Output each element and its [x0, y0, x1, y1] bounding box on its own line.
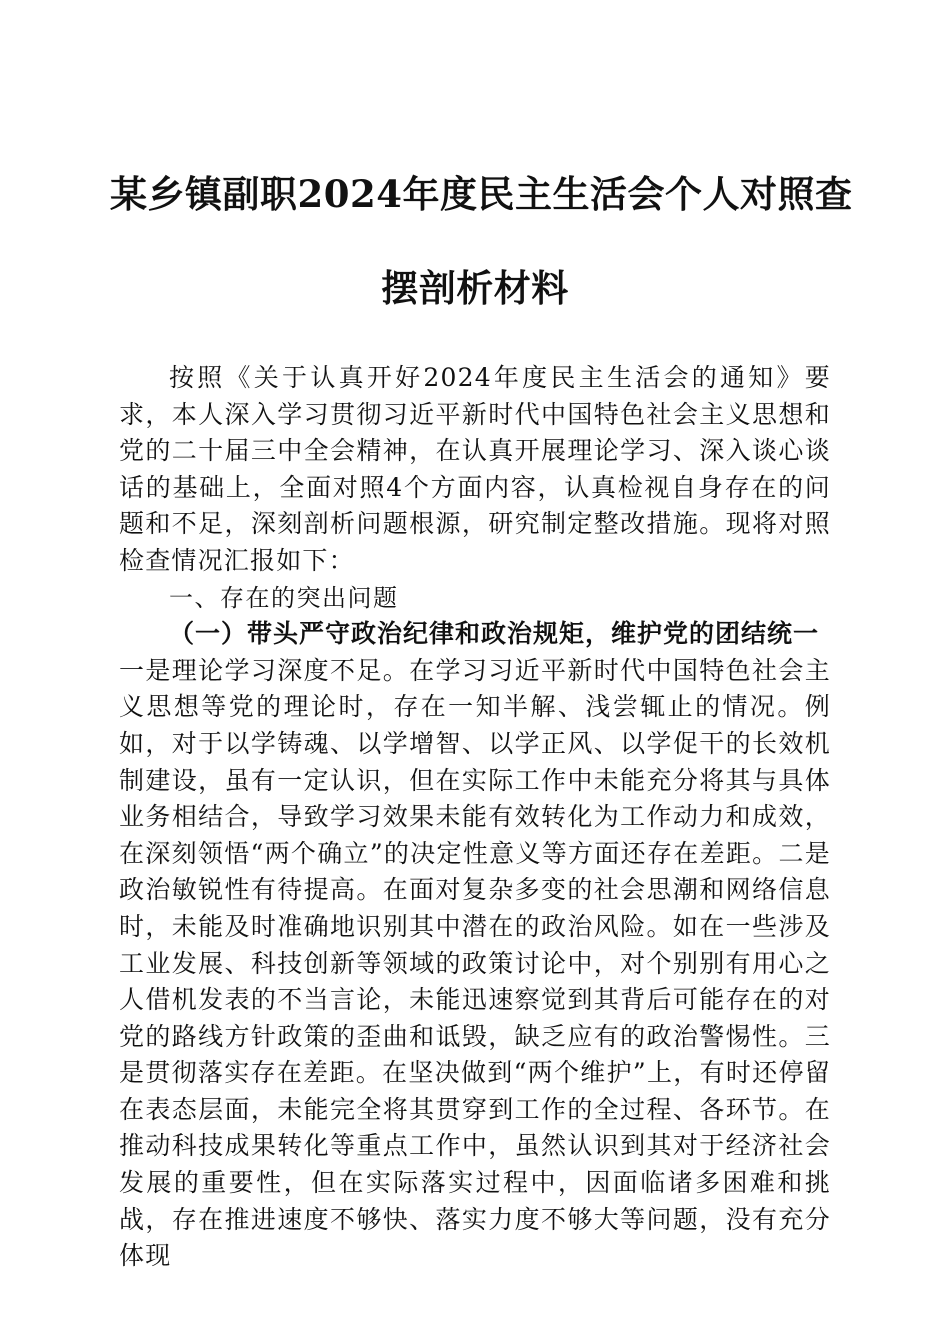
document-body: [119, 360, 831, 1275]
document-title-line-1: 某乡镇副职2024年度民主生活会个人对照查: [110, 172, 853, 216]
subsection-1-body: 一是理论学习深度不足。在学习习近平新时代中国特色社会主义思想等党的理论时，存在一知半解、浅尝辄止的情况。例如，对于以学铸魂、以学增智、以学正风、以学促干的长效机制建设，虽有一定认识，但在实际工作中未能充分将其与具体业务相结合，导致学习效果未能有效转化为工作动力和成效，在深刻领悟“两个确立”的决定性意义等方面还存在差距。二是政治敏锐性有待提高。在面对复杂多变的社会思潮和网络信息时，未能及时准确地识别其中潜在的政治风险。如在一些涉及工业发展、科技创新等领域的政策讨论中，对个别别有用心之人借机发表的不当言论，未能迅速察觉到其背后可能存在的对党的路线方针政策的歪曲和诋毁，缺乏应有的政治警惕性。三是贯彻落实存在差距。在坚决做到“两个维护”上，有时还停留在表态层面，未能完全将其贯穿到工作的全过程、各环节。在推动科技成果转化等重点工作中，虽然认识到其对于经济社会发展的重要性，但在实际落实过程中，因面临诸多困难和挑战，存在推进速度不够快、落实力度不够大等问题，没有充分体现: [119, 655, 831, 1271]
section-heading-1: 一、存在的突出问题: [169, 583, 399, 612]
subsection-heading-1: （一）带头严守政治纪律和政治规矩，维护党的团结统一: [169, 619, 820, 649]
document-title-line-2: 摆剖析材料: [381, 266, 569, 310]
intro-paragraph: 按照《关于认真开好2024年度民主生活会的通知》要求，本人深入学习贯彻习近平新时代中国特色社会主义思想和党的二十届三中全会精神，在认真开展理论学习、深入谈心谈话的基础上，全面对照4个方面内容，认真检视自身存在的问题和不足，深刻剖析问题根源，研究制定整改措施。现将对照检查情况汇报如下：: [119, 363, 831, 575]
